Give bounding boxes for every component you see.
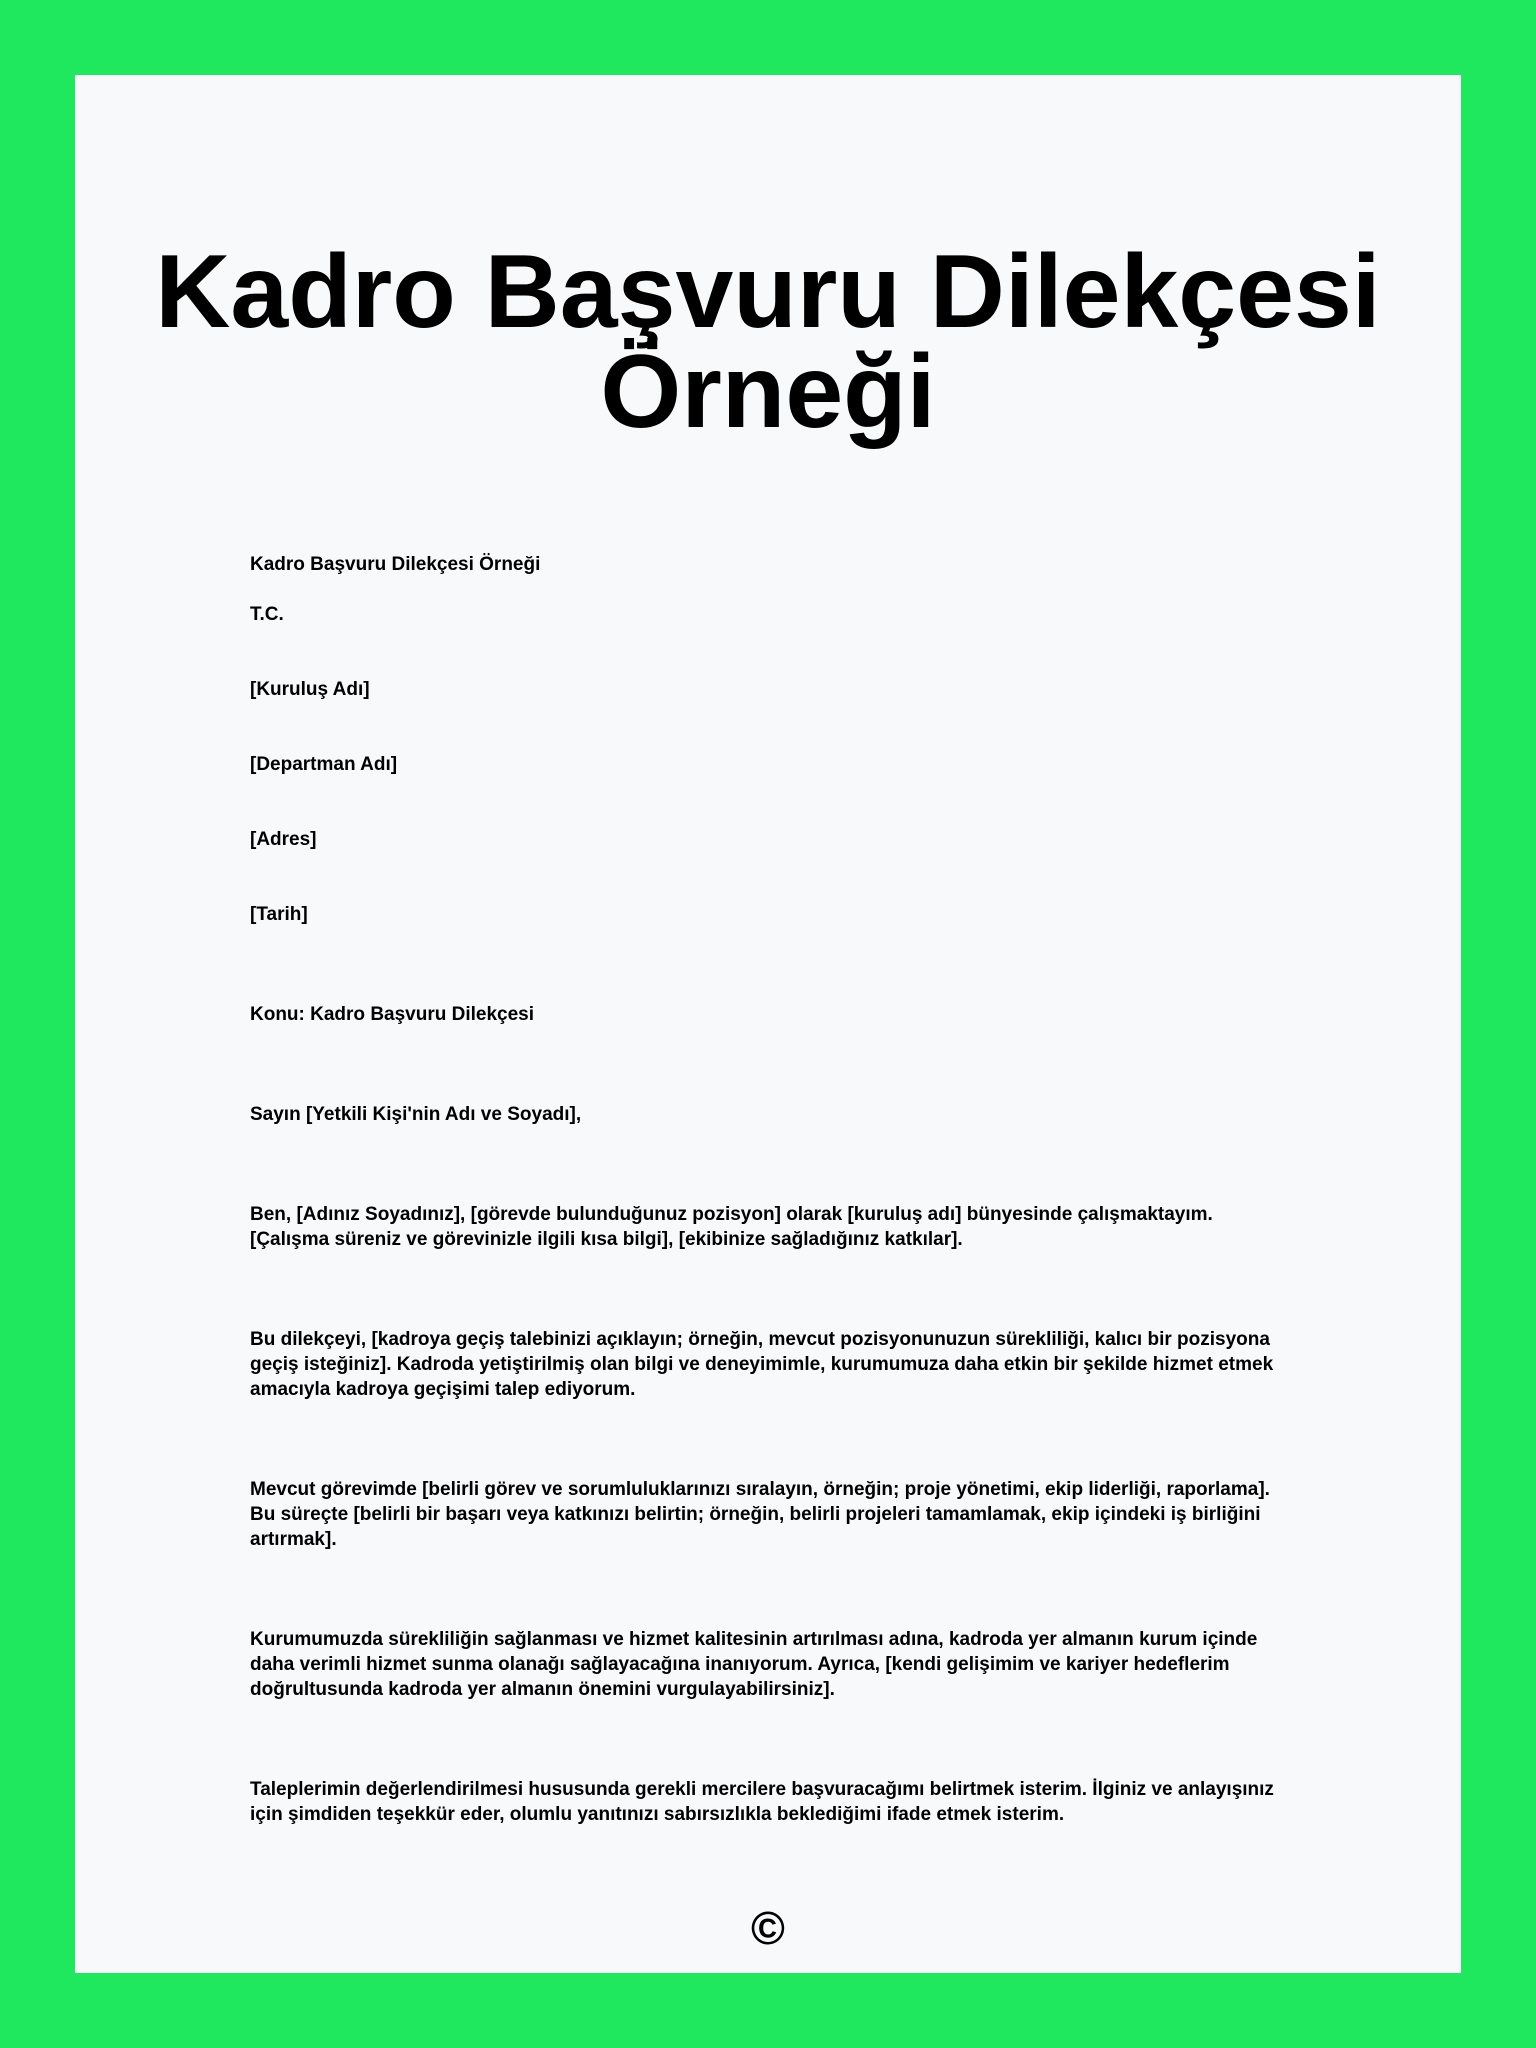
header-line-department: [Departman Adı] <box>250 754 398 775</box>
document-title: Kadro Başvuru Dilekçesi Örneği <box>155 234 1381 450</box>
document-page <box>75 75 1461 1973</box>
copyright-icon: © <box>751 1902 785 1954</box>
document-subtitle: Kadro Başvuru Dilekçesi Örneği <box>250 554 541 575</box>
header-line-address: [Adres] <box>250 829 317 850</box>
salutation: Sayın [Yetkili Kişi'nin Adı ve Soyadı], <box>250 1104 582 1125</box>
paragraph-5: Taleplerimin değerlendirilmesi hususunda gerekli mercilere başvuracağımı belirtmek isterim. İlginiz ve anlayışınız için şimdiden teşekkür eder, olumlu yanıtınızı sabırsızlıkla beklediğimi ifade etmek isterim. <box>250 1779 1274 1825</box>
header-line-tc: T.C. <box>250 604 284 625</box>
paragraph-3: Mevcut görevimde [belirli görev ve sorumluluklarınızı sıralayın, örneğin; proje yönetimi, ekip liderliği, raporlama]. Bu süreçte [belirli bir başarı veya katkınızı belirtin; örneğin, belirli projeleri tamamlamak, ekip içindeki iş birliğini artırmak]. <box>250 1479 1270 1550</box>
paragraph-4: Kurumumuzda sürekliliğin sağlanması ve hizmet kalitesinin artırılması adına, kadroda yer almanın kurum içinde daha verimli hizmet sunma olanağı sağlayacağına inanıyorum. Ayrıca, [kendi gelişimim ve kariyer hedeflerim doğrultusunda kadroda yer almanın önemini vurgulayabilirsiniz]. <box>250 1629 1258 1700</box>
header-line-date: [Tarih] <box>250 904 308 925</box>
header-line-organization: [Kuruluş Adı] <box>250 679 370 700</box>
paragraph-2: Bu dilekçeyi, [kadroya geçiş talebinizi açıklayın; örneğin, mevcut pozisyonunuzun sürekliliği, kalıcı bir pozisyona geçiş isteğiniz]. Kadroda yetiştirilmiş olan bilgi ve deneyimimle, kurumumuza daha etkin bir şekilde hizmet etmek amacıyla kadroya geçişimi talep ediyorum. <box>250 1329 1274 1400</box>
paragraph-1: Ben, [Adınız Soyadınız], [görevde bulunduğunuz pozisyon] olarak [kuruluş adı] bünyesinde çalışmaktayım. [Çalışma süreniz ve görevinizle ilgili kısa bilgi], [ekibinize sağladığınız katkılar]. <box>250 1204 1213 1250</box>
subject-line: Konu: Kadro Başvuru Dilekçesi <box>250 1004 535 1025</box>
